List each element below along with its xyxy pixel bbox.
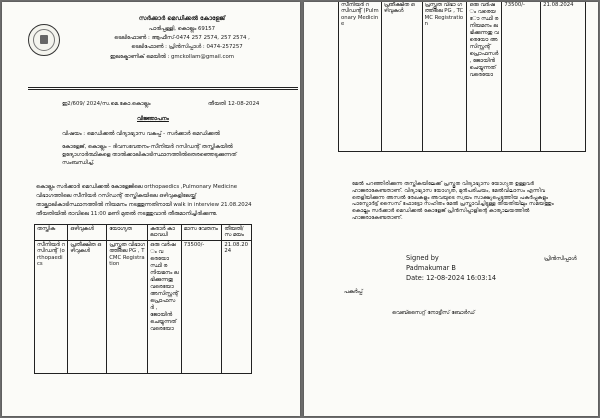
table-row — [35, 240, 252, 373]
header-vacancies: ഒഴിവുകൾ — [68, 225, 107, 241]
org-email: ഇലക്ട്രോണിക് മെയിൽ : gmckollam@gmail.com — [109, 54, 235, 60]
document-page-2 — [304, 2, 598, 416]
cell-vacancies: പ്രതീക്ഷിത ഒഴിവുകൾ — [68, 240, 107, 373]
cell-salary: 73500/- — [502, 2, 541, 152]
notice-board: വെബ്സൈറ്റ് നോട്ടീസ് ബോർഡ് — [392, 310, 475, 316]
vacancy-table — [34, 224, 252, 374]
org-address: പാരിപ്പള്ളി, കൊല്ലം 69157 — [148, 26, 216, 32]
header-qualification: യോഗ്യത — [107, 225, 148, 241]
cell-vacancies: പ്രതീക്ഷിത ഒഴിവുകൾ — [381, 2, 422, 152]
body-line: താല്ക്കാലികാടിസ്ഥാനത്തിൽ നിയമനം നടത്തുന്നതിനായി walk in interview 21.08.2024 — [36, 202, 252, 208]
subject-line-4: സംബന്ധിച്ച്. — [62, 160, 95, 166]
signed-by-label: Signed by — [406, 254, 439, 262]
header-divider-2 — [28, 89, 298, 90]
principal-phone: ടെലിഫോൺ : പ്രിൻസിപ്പാൾ : 0474-257257 — [131, 44, 243, 50]
cell-post: സീനിയർ റസിഡന്റ് (orthopaedics — [35, 240, 68, 373]
vacancy-table-continued — [338, 2, 586, 152]
cell-contract: ഒരു വർഷ ം വരെയ ോ സ്ഥി ര നിയമനം ലഭിക്കുന്നതു വരെയോ അസിസ്റ്റന്റ് പ്രൊഫസർ , ജോയിൻ ചെയ്യുന്നത് വരെയോ — [467, 2, 502, 152]
college-emblem-logo — [28, 24, 60, 56]
notice-title: വിജ്ഞാപനം — [137, 116, 169, 122]
cell-contract: ഒരു വർഷ ം വരെയോ സ്ഥി ര നിയമനം ലഭിക്കുന്നതു വരെയോ അസിസ്റ്റന്റ് പ്രൊഫസർ , ജോയിൻ ചെയ്യുന്നത് വരെയോ — [148, 240, 182, 373]
header-salary: മാസ വേതനം — [181, 225, 222, 241]
header-date-time: തീയതി/ സ മയം — [222, 225, 252, 241]
cell-salary: 73500/- — [181, 240, 222, 373]
subject-line-2: കോളേജ്, കൊല്ലം – ദിവസവേതനം-സീനിയർ റസിഡന്റ് തസ്തികയിൽ — [62, 144, 233, 150]
body-line: വിഭാഗത്തിലെ സീനിയർ റസിഡന്റ് തസ്തികയിലെ ഒഴിവുകളിലേയ്ക്ക് — [36, 193, 197, 199]
org-name: സർക്കാർ മെഡിക്കൽ കോളേജ് — [138, 15, 226, 22]
cell-date: 21.08.2024 — [541, 2, 586, 152]
body-line: തീയതിയിൽ രാവിലെ 11:00 മണി മുതൽ നടത്തുവാൻ തീരുമാനിച്ചിരിക്കുന്നു. — [36, 211, 218, 217]
subject-line-3: ഉദ്യോഗാർത്ഥികളെ താൽക്കാലികാടിസ്ഥാനത്തിൽതെരഞ്ഞെടുക്കുന്നത് — [62, 152, 237, 158]
signer-name: Padmakumar B — [406, 264, 456, 272]
signature-date: Date: 12-08-2024 16:03:14 — [406, 274, 497, 282]
header-contract: കരാർ കാ ലാവധി — [148, 225, 182, 241]
date-label: തീയതി — [208, 101, 226, 107]
header-divider — [28, 87, 298, 88]
notice-date: 12-08-2024 — [228, 101, 260, 107]
table-row — [339, 2, 586, 152]
org-phone: ടെലിഫോൺ : ആഫീസ്-0474 257 2574, 257 2574 , — [114, 35, 250, 41]
table-header-row — [35, 225, 252, 241]
subject-line: വിഷയം : മെഡിക്കൽ വിദ്യാഭ്യാസ വകുപ്പ് - സർക്കാർ മെഡിക്കൽ — [62, 131, 220, 137]
cell-qualification: പ്രസ്തുത വിഭാഗ ത്തിലെ PG , TCMC Registration — [107, 240, 148, 373]
document-page-1 — [2, 2, 300, 416]
cell-post: സീനിയർ റസിഡന്റ് (Pulmonary Medicine — [339, 2, 382, 152]
principal-designation: പ്രിൻസിപ്പാൾ — [544, 256, 577, 262]
copy-to-label: പകർപ്പ് — [344, 289, 363, 295]
instructions-paragraph: മേൽ പറഞ്ഞിരിക്കുന്ന തസ്തികയിലേക്ക് പ്രസ്തുത വിദ്യാഭ്യാസ യോഗ്യത ഉള്ളവർ ഹാജരാകേണ്ടതാണ്. വിദ്യാഭ്യാസ യോഗ്യത, മുൻപരിചയം, മേൽവിലാസം എന്നിവ തെളിയിക്കുന്ന അസൽ രേഖകളും അവയുടെ സ്വയം സാക്ഷ്യപ്പെടുത്തിയ പകർപ്പുകളും പാസ്പോർട്ട് സൈസ് ഫോട്ടോ സഹിതം മേൽ പ്രസ്താവിച്ചിട്ടുള്ള തീയതിയിലും സമയത്തും കൊല്ലം സർക്കാർ മെഡിക്കൽ കോളേജ് പ്രിൻസിപ്പാളിന്റെ കാര്യാലയത്തിൽ ഹാജരാകേണ്ടതാണ്. — [352, 181, 554, 221]
reference-number: ഇ2/609/ 2024/സ.മെ.കോ.കൊല്ലം — [62, 101, 151, 107]
cell-qualification: പ്രസ്തുത വിഭാ ഗത്തിലെ PG , TCMC Registration — [422, 2, 467, 152]
cell-date: 21.08.2024 — [222, 240, 252, 373]
body-line: കൊല്ലം സർക്കാർ മെഡിക്കൽ കോളേജിലെ orthopaedics ,Pulmonary Medicine — [36, 184, 238, 190]
header-post: തസ്തിക — [35, 225, 68, 241]
